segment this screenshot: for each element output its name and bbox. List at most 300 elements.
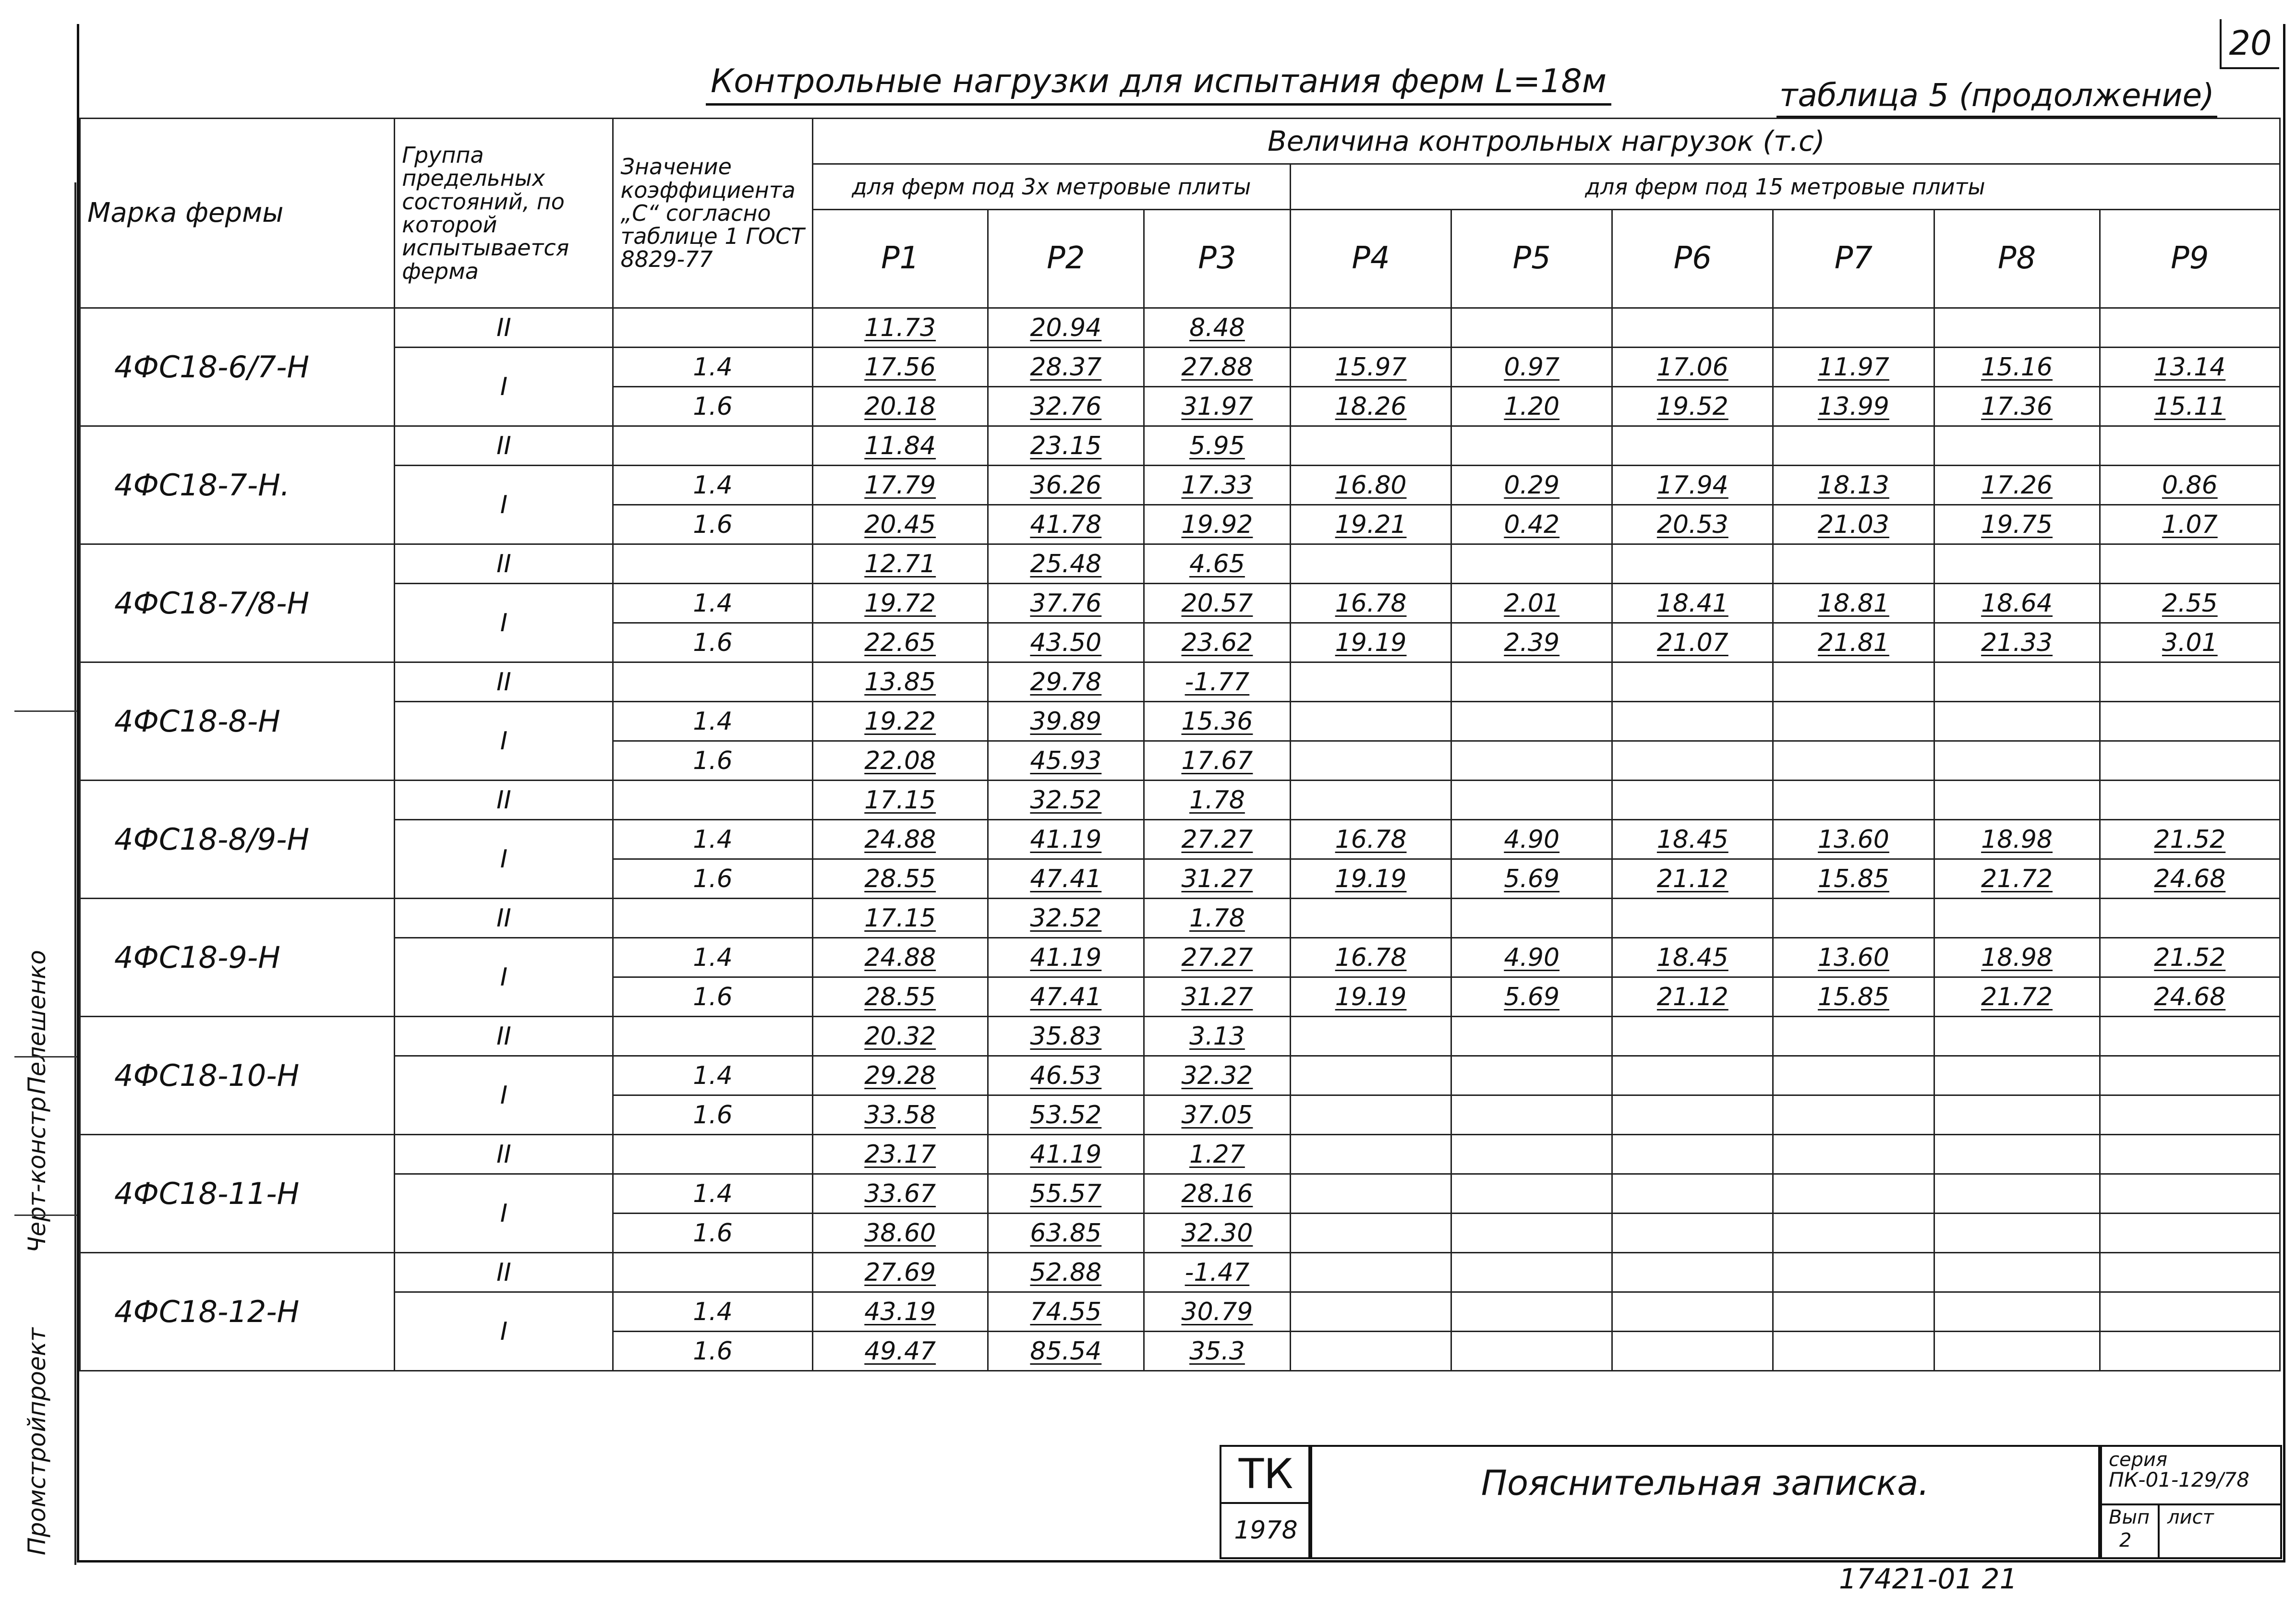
load-value-p1: 12.71 bbox=[864, 549, 936, 578]
load-value-p7: 13.99 bbox=[1818, 392, 1889, 421]
load-value-p4: 19.21 bbox=[1335, 510, 1407, 539]
load-value-p1: 24.88 bbox=[864, 943, 936, 972]
limit-state-group: II bbox=[395, 1135, 613, 1174]
load-value-p8: 17.36 bbox=[1981, 392, 2053, 421]
load-cell bbox=[1773, 1332, 1934, 1371]
limit-state-group: I bbox=[395, 1292, 613, 1371]
load-value-p3: 5.95 bbox=[1189, 431, 1245, 460]
load-cell bbox=[1291, 308, 1451, 348]
load-cell bbox=[1612, 1017, 1773, 1056]
title-block-series bbox=[2098, 1445, 2282, 1559]
load-cell bbox=[1934, 938, 2100, 977]
load-cell bbox=[2100, 1292, 2280, 1332]
load-value-p1: 28.55 bbox=[864, 982, 936, 1011]
load-cell bbox=[1773, 781, 1934, 820]
load-value-p3: 37.05 bbox=[1181, 1100, 1253, 1130]
load-value-p2: 32.52 bbox=[1030, 785, 1102, 815]
coefficient bbox=[613, 1135, 812, 1174]
load-cell bbox=[1291, 544, 1451, 584]
load-cell bbox=[1612, 623, 1773, 662]
table-row bbox=[80, 308, 2280, 348]
load-cell bbox=[988, 1135, 1144, 1174]
load-value-p9: 24.68 bbox=[2154, 982, 2226, 1011]
load-cell bbox=[812, 544, 988, 584]
load-cell bbox=[988, 466, 1144, 505]
load-cell bbox=[1451, 1056, 1612, 1095]
load-cell bbox=[988, 623, 1144, 662]
load-cell bbox=[1773, 308, 1934, 348]
load-cell bbox=[1291, 938, 1451, 977]
coefficient bbox=[613, 899, 812, 938]
load-cell bbox=[1144, 938, 1290, 977]
load-value-p3: 28.16 bbox=[1181, 1179, 1253, 1208]
load-cell bbox=[1773, 1056, 1934, 1095]
load-cell bbox=[1612, 584, 1773, 623]
load-value-p1: 19.72 bbox=[864, 589, 936, 618]
load-value-p3: -1.47 bbox=[1184, 1258, 1250, 1287]
load-value-p7: 15.85 bbox=[1818, 982, 1889, 1011]
load-cell bbox=[1291, 1292, 1451, 1332]
truss-mark: 4ФС18-12-Н bbox=[80, 1253, 395, 1371]
load-cell bbox=[1291, 1174, 1451, 1214]
load-value-p2: 45.93 bbox=[1030, 746, 1102, 775]
load-cell bbox=[1451, 1174, 1612, 1214]
load-value-p3: 8.48 bbox=[1189, 313, 1245, 342]
load-cell bbox=[1612, 938, 1773, 977]
load-value-p1: 28.55 bbox=[864, 864, 936, 893]
header-15m-plates: для ферм под 15 метровые плиты bbox=[1291, 164, 2280, 210]
load-cell bbox=[812, 977, 988, 1017]
coefficient: 1.4 bbox=[613, 1292, 812, 1332]
load-value-p3: 1.27 bbox=[1189, 1140, 1245, 1169]
load-cell bbox=[1451, 820, 1612, 859]
table-row bbox=[80, 1017, 2280, 1056]
load-cell bbox=[988, 820, 1144, 859]
stamp-role: Черт-констр bbox=[23, 1096, 51, 1253]
load-value-p3: 31.27 bbox=[1181, 982, 1253, 1011]
load-value-p8: 18.64 bbox=[1981, 589, 2053, 618]
header-p8: P8 bbox=[1934, 210, 2100, 308]
load-cell bbox=[1451, 426, 1612, 466]
load-value-p5: 0.29 bbox=[1504, 470, 1560, 500]
load-cell bbox=[988, 426, 1144, 466]
header-coef: Значение коэффициента „С“ согласно таблице 1 ГОСТ 8829-77 bbox=[613, 119, 812, 308]
load-cell bbox=[1291, 662, 1451, 702]
load-cell bbox=[1291, 1056, 1451, 1095]
load-cell bbox=[1451, 1332, 1612, 1371]
load-value-p2: 52.88 bbox=[1030, 1258, 1102, 1287]
coefficient bbox=[613, 1253, 812, 1292]
load-cell bbox=[812, 1095, 988, 1135]
limit-state-group: I bbox=[395, 702, 613, 781]
load-value-p5: 0.42 bbox=[1504, 510, 1560, 539]
load-cell bbox=[1934, 308, 2100, 348]
table-row bbox=[80, 662, 2280, 702]
load-cell bbox=[1612, 899, 1773, 938]
load-cell bbox=[1612, 662, 1773, 702]
load-cell bbox=[812, 466, 988, 505]
load-value-p9: 1.07 bbox=[2162, 510, 2218, 539]
load-cell bbox=[2100, 938, 2280, 977]
load-cell bbox=[1451, 662, 1612, 702]
coefficient: 1.4 bbox=[613, 820, 812, 859]
load-value-p1: 43.19 bbox=[864, 1297, 936, 1326]
load-cell bbox=[988, 781, 1144, 820]
load-cell bbox=[1451, 308, 1612, 348]
load-cell bbox=[1612, 1056, 1773, 1095]
load-value-p2: 46.53 bbox=[1030, 1061, 1102, 1090]
load-value-p2: 41.78 bbox=[1030, 510, 1102, 539]
load-value-p3: 31.97 bbox=[1181, 392, 1253, 421]
load-cell bbox=[1612, 741, 1773, 781]
load-cell bbox=[1773, 1174, 1934, 1214]
load-value-p2: 85.54 bbox=[1030, 1336, 1102, 1366]
load-cell bbox=[1451, 505, 1612, 544]
table-row bbox=[80, 1292, 2280, 1332]
load-cell bbox=[2100, 859, 2280, 899]
load-cell bbox=[1451, 348, 1612, 387]
coefficient: 1.4 bbox=[613, 938, 812, 977]
load-cell bbox=[812, 1253, 988, 1292]
load-cell bbox=[1934, 387, 2100, 426]
load-value-p2: 29.78 bbox=[1030, 667, 1102, 697]
load-value-p1: 13.85 bbox=[864, 667, 936, 697]
coefficient: 1.6 bbox=[613, 977, 812, 1017]
load-value-p2: 23.15 bbox=[1030, 431, 1102, 460]
header-loads: Величина контрольных нагрузок (т.с) bbox=[812, 119, 2280, 164]
load-cell bbox=[988, 505, 1144, 544]
load-value-p2: 41.19 bbox=[1030, 825, 1102, 854]
load-value-p4: 16.78 bbox=[1335, 943, 1407, 972]
load-value-p2: 20.94 bbox=[1030, 313, 1102, 342]
stamp-divider bbox=[14, 710, 77, 712]
load-cell bbox=[1144, 1292, 1290, 1332]
load-cell bbox=[1144, 466, 1290, 505]
load-cell bbox=[1451, 1253, 1612, 1292]
table-row bbox=[80, 702, 2280, 741]
load-value-p1: 11.73 bbox=[864, 313, 936, 342]
load-cell bbox=[1773, 1292, 1934, 1332]
load-cell bbox=[988, 899, 1144, 938]
load-value-p3: 27.27 bbox=[1181, 825, 1253, 854]
limit-state-group: II bbox=[395, 662, 613, 702]
load-value-p6: 17.94 bbox=[1656, 470, 1728, 500]
load-value-p3: 3.13 bbox=[1189, 1022, 1245, 1051]
load-cell bbox=[1612, 348, 1773, 387]
limit-state-group: II bbox=[395, 899, 613, 938]
load-cell bbox=[1451, 938, 1612, 977]
load-cell bbox=[988, 544, 1144, 584]
load-cell bbox=[1451, 1095, 1612, 1135]
header-p1: P1 bbox=[812, 210, 988, 308]
load-cell bbox=[1451, 859, 1612, 899]
load-cell bbox=[1291, 426, 1451, 466]
load-cell bbox=[2100, 544, 2280, 584]
load-cell bbox=[1451, 702, 1612, 741]
load-cell bbox=[1291, 899, 1451, 938]
load-cell bbox=[1934, 1292, 2100, 1332]
truss-mark: 4ФС18-9-Н bbox=[80, 899, 395, 1017]
load-cell bbox=[988, 348, 1144, 387]
load-value-p9: 0.86 bbox=[2162, 470, 2218, 500]
load-cell bbox=[988, 1017, 1144, 1056]
load-cell bbox=[812, 820, 988, 859]
limit-state-group: II bbox=[395, 308, 613, 348]
series-value: ПК-01-129/78 bbox=[2109, 1468, 2249, 1491]
load-value-p8: 19.75 bbox=[1981, 510, 2053, 539]
load-cell bbox=[1291, 820, 1451, 859]
load-cell bbox=[2100, 781, 2280, 820]
load-cell bbox=[1612, 1332, 1773, 1371]
stamp-name: Пелешенко bbox=[23, 950, 51, 1094]
load-cell bbox=[2100, 623, 2280, 662]
load-value-p6: 21.07 bbox=[1656, 628, 1728, 657]
load-cell bbox=[988, 662, 1144, 702]
load-value-p2: 47.41 bbox=[1030, 982, 1102, 1011]
page-title: Контрольные нагрузки для испытания ферм L=18м bbox=[706, 62, 1611, 106]
load-cell bbox=[1934, 741, 2100, 781]
load-value-p3: 31.27 bbox=[1181, 864, 1253, 893]
load-value-p4: 19.19 bbox=[1335, 982, 1407, 1011]
load-cell bbox=[1934, 859, 2100, 899]
truss-mark: 4ФС18-11-Н bbox=[80, 1135, 395, 1253]
load-cell bbox=[2100, 426, 2280, 466]
load-value-p3: 27.27 bbox=[1181, 943, 1253, 972]
load-cell bbox=[1144, 1135, 1290, 1174]
issue-label: Вып bbox=[2109, 1506, 2150, 1528]
load-value-p8: 18.98 bbox=[1981, 825, 2053, 854]
load-value-p2: 53.52 bbox=[1030, 1100, 1102, 1130]
load-value-p1: 20.18 bbox=[864, 392, 936, 421]
load-cell bbox=[1144, 308, 1290, 348]
load-value-p9: 21.52 bbox=[2154, 825, 2226, 854]
load-cell bbox=[1934, 1017, 2100, 1056]
load-value-p2: 36.26 bbox=[1030, 470, 1102, 500]
load-cell bbox=[988, 1095, 1144, 1135]
load-value-p2: 63.85 bbox=[1030, 1218, 1102, 1248]
load-cell bbox=[1144, 544, 1290, 584]
load-cell bbox=[988, 584, 1144, 623]
load-cell bbox=[1291, 1135, 1451, 1174]
load-cell bbox=[1934, 1214, 2100, 1253]
load-value-p2: 25.48 bbox=[1030, 549, 1102, 578]
load-cell bbox=[1934, 348, 2100, 387]
load-cell bbox=[1612, 1253, 1773, 1292]
load-value-p5: 5.69 bbox=[1504, 864, 1560, 893]
table-row bbox=[80, 584, 2280, 623]
load-cell bbox=[988, 1056, 1144, 1095]
table-row bbox=[80, 544, 2280, 584]
load-cell bbox=[2100, 741, 2280, 781]
load-cell bbox=[1612, 820, 1773, 859]
load-value-p4: 15.97 bbox=[1335, 352, 1407, 382]
header-p5: P5 bbox=[1451, 210, 1612, 308]
load-cell bbox=[1934, 466, 2100, 505]
load-cell bbox=[1291, 1214, 1451, 1253]
load-cell bbox=[2100, 977, 2280, 1017]
load-cell bbox=[812, 1292, 988, 1332]
table-row bbox=[80, 820, 2280, 859]
coefficient: 1.4 bbox=[613, 348, 812, 387]
limit-state-group: I bbox=[395, 1056, 613, 1135]
load-value-p3: 27.88 bbox=[1181, 352, 1253, 382]
load-cell bbox=[1612, 1135, 1773, 1174]
load-value-p1: 22.65 bbox=[864, 628, 936, 657]
load-value-p4: 18.26 bbox=[1335, 392, 1407, 421]
load-value-p9: 24.68 bbox=[2154, 864, 2226, 893]
truss-mark: 4ФС18-8/9-Н bbox=[80, 781, 395, 899]
load-cell bbox=[1612, 702, 1773, 741]
table-row bbox=[80, 1135, 2280, 1174]
load-cell bbox=[1612, 387, 1773, 426]
load-cell bbox=[1934, 544, 2100, 584]
load-value-p6: 21.12 bbox=[1656, 864, 1728, 893]
limit-state-group: I bbox=[395, 938, 613, 1017]
load-cell bbox=[1291, 977, 1451, 1017]
load-cell bbox=[1934, 1056, 2100, 1095]
header-p9: P9 bbox=[2100, 210, 2280, 308]
coefficient: 1.4 bbox=[613, 584, 812, 623]
truss-mark: 4ФС18-6/7-Н bbox=[80, 308, 395, 426]
load-value-p3: 17.33 bbox=[1181, 470, 1253, 500]
load-cell bbox=[1144, 426, 1290, 466]
load-cell bbox=[988, 938, 1144, 977]
load-cell bbox=[1451, 899, 1612, 938]
truss-mark: 4ФС18-7-Н. bbox=[80, 426, 395, 544]
load-cell bbox=[812, 426, 988, 466]
load-cell bbox=[1612, 1214, 1773, 1253]
load-value-p1: 17.15 bbox=[864, 785, 936, 815]
archive-code: 17421-01 21 bbox=[1839, 1563, 2018, 1595]
load-cell bbox=[1934, 1253, 2100, 1292]
limit-state-group: I bbox=[395, 1174, 613, 1253]
load-cell bbox=[1291, 348, 1451, 387]
load-value-p7: 18.81 bbox=[1818, 589, 1889, 618]
load-cell bbox=[1144, 781, 1290, 820]
load-value-p3: 1.78 bbox=[1189, 785, 1245, 815]
load-cell bbox=[812, 584, 988, 623]
load-cell bbox=[1291, 1253, 1451, 1292]
load-cell bbox=[812, 702, 988, 741]
load-cell bbox=[1144, 977, 1290, 1017]
limit-state-group: I bbox=[395, 348, 613, 426]
load-value-p1: 19.22 bbox=[864, 707, 936, 736]
load-value-p7: 18.13 bbox=[1818, 470, 1889, 500]
load-cell bbox=[1773, 859, 1934, 899]
limit-state-group: II bbox=[395, 1017, 613, 1056]
load-cell bbox=[2100, 1017, 2280, 1056]
load-cell bbox=[2100, 1135, 2280, 1174]
loads-table bbox=[79, 118, 2281, 1371]
load-value-p9: 3.01 bbox=[2162, 628, 2218, 657]
header-p4: P4 bbox=[1291, 210, 1451, 308]
table-row bbox=[80, 1056, 2280, 1095]
load-cell bbox=[2100, 466, 2280, 505]
load-cell bbox=[1291, 584, 1451, 623]
load-cell bbox=[1773, 702, 1934, 741]
load-cell bbox=[1144, 387, 1290, 426]
load-cell bbox=[1612, 426, 1773, 466]
load-value-p4: 19.19 bbox=[1335, 628, 1407, 657]
load-cell bbox=[2100, 505, 2280, 544]
load-value-p1: 27.69 bbox=[864, 1258, 936, 1287]
load-value-p1: 33.67 bbox=[864, 1179, 936, 1208]
load-cell bbox=[1612, 859, 1773, 899]
sheet-label: лист bbox=[2167, 1506, 2214, 1528]
header-group: Группа предельных состояний, по которой испытывается ферма bbox=[395, 119, 613, 308]
load-cell bbox=[1291, 623, 1451, 662]
load-value-p2: 39.89 bbox=[1030, 707, 1102, 736]
coefficient bbox=[613, 308, 812, 348]
load-cell bbox=[1144, 899, 1290, 938]
load-cell bbox=[1773, 662, 1934, 702]
load-cell bbox=[812, 1214, 988, 1253]
load-cell bbox=[1144, 702, 1290, 741]
load-cell bbox=[1144, 662, 1290, 702]
load-cell bbox=[988, 1174, 1144, 1214]
load-cell bbox=[812, 348, 988, 387]
load-cell bbox=[2100, 1214, 2280, 1253]
series-divider-vertical bbox=[2158, 1503, 2160, 1557]
load-cell bbox=[988, 977, 1144, 1017]
load-cell bbox=[812, 623, 988, 662]
load-cell bbox=[1612, 1292, 1773, 1332]
load-cell bbox=[1773, 1135, 1934, 1174]
load-value-p2: 55.57 bbox=[1030, 1179, 1102, 1208]
load-cell bbox=[1934, 623, 2100, 662]
load-value-p4: 16.78 bbox=[1335, 825, 1407, 854]
load-cell bbox=[1934, 702, 2100, 741]
table-row bbox=[80, 426, 2280, 466]
load-cell bbox=[988, 702, 1144, 741]
load-cell bbox=[1773, 1017, 1934, 1056]
load-cell bbox=[1773, 426, 1934, 466]
load-cell bbox=[1451, 781, 1612, 820]
load-cell bbox=[1291, 781, 1451, 820]
load-cell bbox=[1451, 741, 1612, 781]
coefficient: 1.6 bbox=[613, 741, 812, 781]
load-value-p1: 29.28 bbox=[864, 1061, 936, 1090]
load-value-p9: 13.14 bbox=[2154, 352, 2226, 382]
coefficient: 1.4 bbox=[613, 1174, 812, 1214]
table-row bbox=[80, 348, 2280, 387]
load-cell bbox=[1612, 505, 1773, 544]
load-cell bbox=[1291, 741, 1451, 781]
load-cell bbox=[1934, 584, 2100, 623]
limit-state-group: II bbox=[395, 426, 613, 466]
load-cell bbox=[1773, 348, 1934, 387]
load-cell bbox=[1451, 1292, 1612, 1332]
load-cell bbox=[2100, 899, 2280, 938]
load-cell bbox=[1291, 466, 1451, 505]
org-code: ТК bbox=[1221, 1447, 1310, 1504]
load-value-p2: 37.76 bbox=[1030, 589, 1102, 618]
load-cell bbox=[1612, 1174, 1773, 1214]
load-cell bbox=[1291, 859, 1451, 899]
series-divider bbox=[2100, 1503, 2280, 1505]
coefficient: 1.6 bbox=[613, 859, 812, 899]
load-cell bbox=[1144, 820, 1290, 859]
load-cell bbox=[1773, 1214, 1934, 1253]
header-3m-plates: для ферм под 3х метровые плиты bbox=[812, 164, 1290, 210]
table-row bbox=[80, 466, 2280, 505]
coefficient: 1.6 bbox=[613, 505, 812, 544]
load-cell bbox=[1144, 859, 1290, 899]
load-value-p4: 16.78 bbox=[1335, 589, 1407, 618]
issue-value: 2 bbox=[2119, 1529, 2132, 1551]
header-mark: Марка фермы bbox=[80, 119, 395, 308]
load-cell bbox=[1451, 544, 1612, 584]
